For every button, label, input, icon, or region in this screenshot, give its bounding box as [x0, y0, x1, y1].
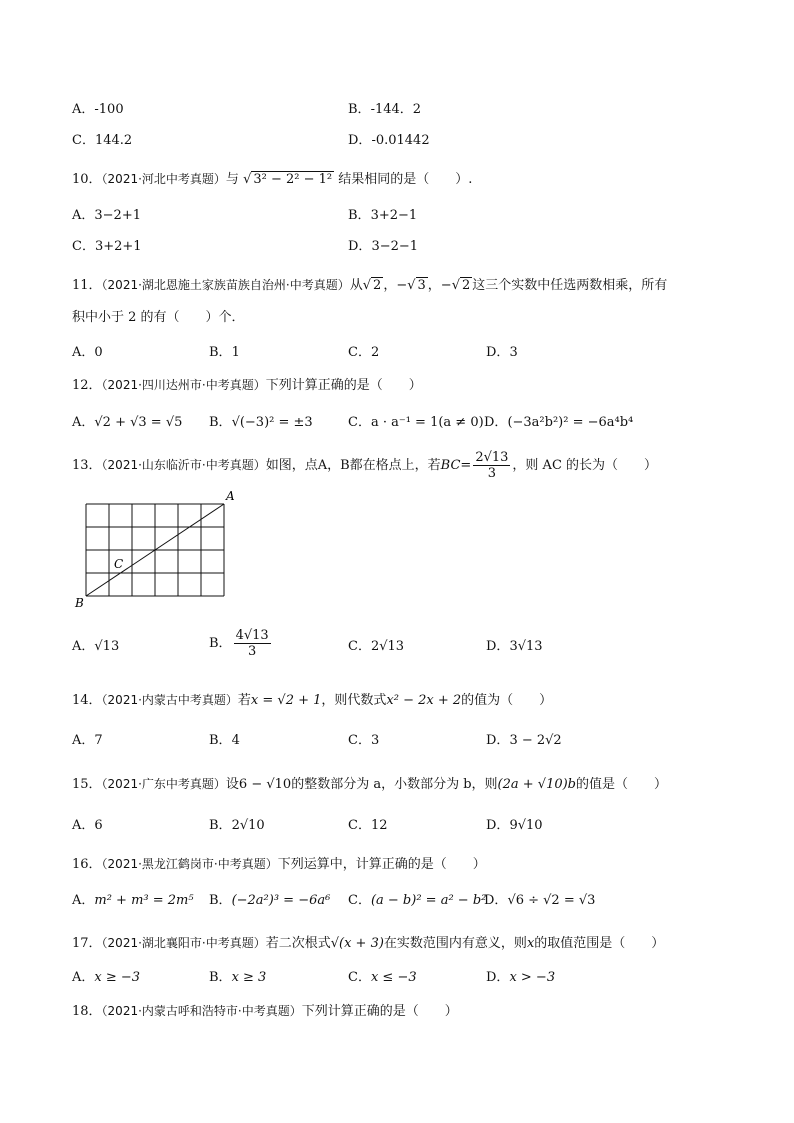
q11-option-b: B．1 — [209, 345, 240, 360]
q17-stem: 17．（2021·湖北襄阳市·中考真题）若二次根式√(x + 3)在实数范围内有意义，则x的取值范围是（ ） — [72, 936, 665, 951]
q13-option-c: C．2√13 — [348, 639, 405, 654]
q14-option-a: A．7 — [72, 733, 103, 748]
q15-stem: 15．（2021·广东中考真题）设6 − √10的整数部分为 a，小数部分为 b，则(2a + √10)b的值是（ ） — [72, 777, 668, 792]
q14-option-d: D．3 − 2√2 — [486, 733, 562, 748]
q16-option-c: C．(a − b)² = a² − b² — [348, 893, 487, 908]
q17-option-c: C．x ≤ −3 — [348, 970, 417, 985]
q13-option-d: D．3√13 — [486, 639, 543, 654]
q11-stem: 11．（2021·湖北恩施土家族苗族自治州·中考真题）从√ 2 ，−√ 3 ，−√ 2 这三个实数中任选两数相乘，所有 — [72, 278, 668, 293]
q10-stem: 10．（2021·河北中考真题）与 √ 3² − 2² − 1² 结果相同的是（ ）. — [72, 172, 473, 187]
q12-stem: 12．（2021·四川达州市·中考真题）下列计算正确的是（ ） — [72, 378, 422, 393]
point-b-label: B — [75, 596, 84, 610]
q13-grid-svg — [72, 490, 242, 610]
q15-option-b: B．2√10 — [209, 818, 265, 833]
q16-option-a: A．m² + m³ = 2m⁵ — [72, 893, 194, 908]
q14-stem: 14．（2021·内蒙古中考真题）若x = √2 + 1，则代数式x² − 2x + 2的值为（ ） — [72, 693, 553, 708]
q13-bc-fraction: $\frac{2√13}{3}$ — [475, 450, 509, 481]
q10-option-d: D．3−2−1 — [348, 239, 419, 254]
q10-radicand: 3² − 2² − 1² — [253, 172, 333, 187]
q14-option-b: B．4 — [209, 733, 240, 748]
q14-option-c: C．3 — [348, 733, 380, 748]
q12-option-b: B．√(−3)² = ±3 — [209, 415, 313, 430]
q13-grid-figure — [72, 490, 242, 610]
q17-option-d: D．x > −3 — [486, 970, 556, 985]
q13-option-a: A．√13 — [72, 639, 120, 654]
q17-option-b: B．x ≥ 3 — [209, 970, 267, 985]
q12-option-c: C．a · a⁻¹ = 1(a ≠ 0) — [348, 415, 484, 430]
q16-stem: 16．（2021·黑龙江鹤岗市·中考真题）下列运算中，计算正确的是（ ） — [72, 857, 486, 872]
q10-option-a: A．3−2+1 — [72, 208, 141, 223]
point-c-label: C — [114, 557, 124, 571]
q13-option-b: B． $\frac{4√13}{3}$ — [209, 628, 269, 659]
q12-option-d: D．(−3a²b²)² = −6a⁴b⁴ — [484, 415, 634, 430]
q15-option-a: A．6 — [72, 818, 103, 833]
q17-option-a: A．x ≥ −3 — [72, 970, 141, 985]
q13-stem: 13．（2021·山东临沂市·中考真题）如图，点A，B都在格点上，若BC= $\frac{2√13}{3}$ ，则 AC 的长为（ ） — [72, 450, 658, 481]
q18-stem: 18．（2021·内蒙古呼和浩特市·中考真题）下列计算正确的是（ ） — [72, 1004, 458, 1019]
q11-stem-line2: 积中小于 2 的有（ ）个． — [72, 310, 245, 325]
q15-option-d: D．9√10 — [486, 818, 543, 833]
q9-option-c: C．144.2 — [72, 133, 133, 148]
point-a-label: A — [226, 490, 235, 503]
q12-option-a: A．√2 + √3 = √5 — [72, 415, 183, 430]
q16-option-b: B．(−2a²)³ = −6a⁶ — [209, 893, 331, 908]
q9-option-a: A．-100 — [72, 102, 124, 117]
q10-option-c: C．3+2+1 — [72, 239, 142, 254]
q10-option-b: B．3+2−1 — [348, 208, 418, 223]
q9-option-b: B．-144．2 — [348, 102, 422, 117]
q11-option-c: C．2 — [348, 345, 380, 360]
q15-option-c: C．12 — [348, 818, 388, 833]
q9-option-d: D．-0.01442 — [348, 133, 430, 148]
q11-option-d: D．3 — [486, 345, 518, 360]
q16-option-d: D．√6 ÷ √2 = √3 — [484, 893, 596, 908]
q11-option-a: A．0 — [72, 345, 103, 360]
